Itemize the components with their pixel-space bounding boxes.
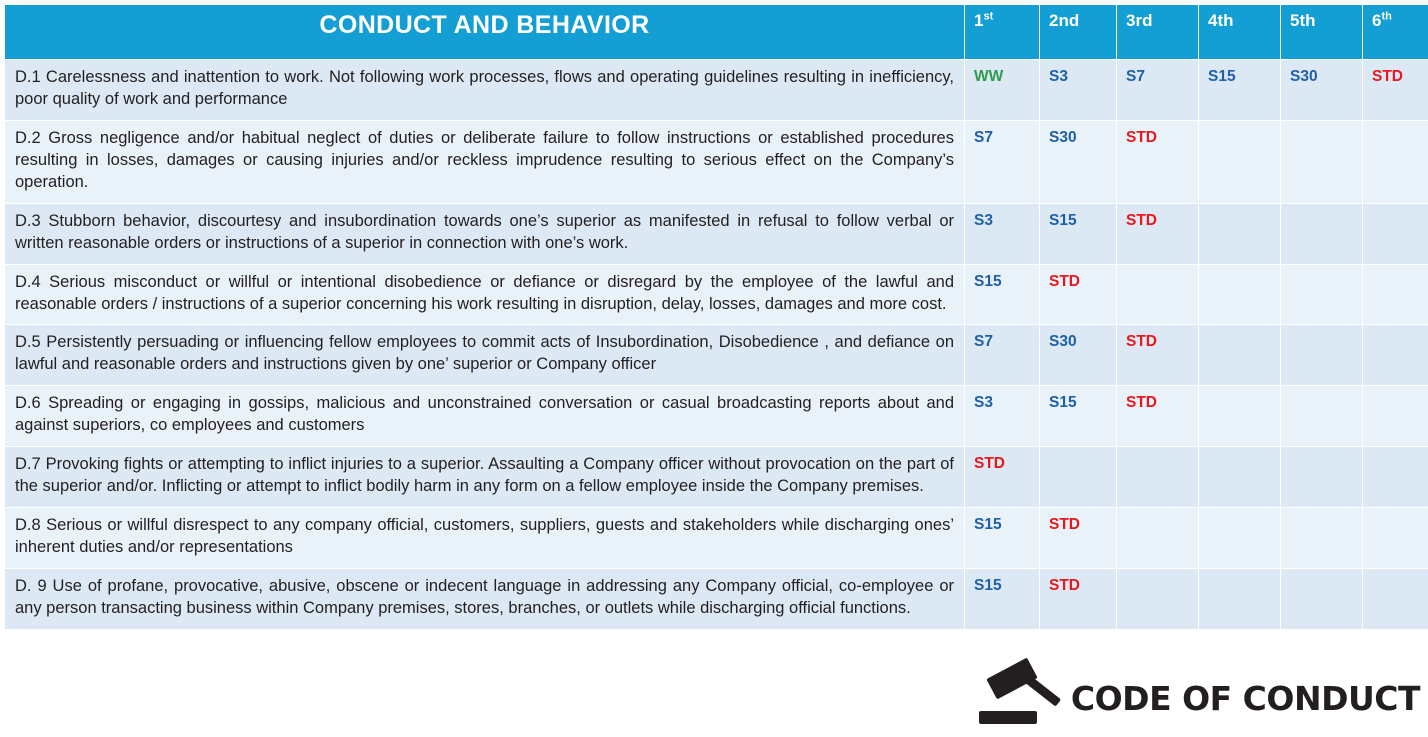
penalty-value: STD xyxy=(1126,128,1157,146)
row-penalty-6th xyxy=(1363,203,1428,264)
row-penalty-4th xyxy=(1199,568,1281,629)
penalty-value: S7 xyxy=(974,333,993,351)
penalty-value: S30 xyxy=(1290,68,1318,85)
penalty-value: S15 xyxy=(1049,394,1077,412)
penalty-value: S3 xyxy=(974,211,993,229)
row-penalty-2nd xyxy=(1040,508,1117,569)
row-description: D.8 Serious or willful disrespect to any company official, customers, suppliers, guests and stakeholders while discharging ones’ inherent duties and/or representations xyxy=(5,508,965,569)
column-header-1st xyxy=(965,5,1040,60)
row-penalty-5th xyxy=(1281,264,1363,325)
table-row xyxy=(5,264,1428,325)
row-penalty-4th xyxy=(1199,60,1281,121)
row-description: D.5 Persistently persuading or influencing fellow employees to commit acts of Insubordination, Disobedience , and defiance on lawful and reasonable orders and instructions given by one’ superior or Company officer xyxy=(5,325,965,386)
table-row xyxy=(5,508,1428,569)
penalty-value: S15 xyxy=(1208,68,1236,85)
penalty-value: S15 xyxy=(1049,211,1077,229)
penalty-value: STD xyxy=(1126,333,1157,351)
row-penalty-2nd xyxy=(1040,447,1117,508)
gavel-handle xyxy=(1021,672,1061,706)
column-header-5th-label: 5th xyxy=(1290,11,1316,30)
row-penalty-3rd xyxy=(1117,386,1199,447)
row-penalty-1st xyxy=(965,325,1040,386)
row-penalty-3rd xyxy=(1117,568,1199,629)
row-description: D.3 Stubborn behavior, discourtesy and insubordination towards one’s superior as manifested in refusal to follow verbal or written reasonable orders or instructions of a superior in connection with one’s work. xyxy=(5,203,965,264)
row-penalty-2nd xyxy=(1040,568,1117,629)
row-penalty-4th xyxy=(1199,264,1281,325)
penalty-value: STD xyxy=(1049,516,1080,534)
penalty-value: S7 xyxy=(1126,68,1145,85)
row-penalty-6th xyxy=(1363,325,1428,386)
row-penalty-5th xyxy=(1281,508,1363,569)
row-penalty-4th xyxy=(1199,508,1281,569)
penalty-value: S30 xyxy=(1049,128,1077,146)
column-header-1st-label: 1 xyxy=(974,11,984,30)
row-penalty-1st xyxy=(965,386,1040,447)
penalty-value: STD xyxy=(1126,394,1157,412)
gavel-icon xyxy=(975,663,1061,733)
penalty-value: STD xyxy=(1049,272,1080,290)
footer-branding xyxy=(975,663,1420,733)
row-description: D.4 Serious misconduct or willful or intentional disobedience or defiance or disregard by the employee of the lawful and reasonable orders / instructions of a superior concerning his work resulting in disruption, delay, losses, damages and more cost. xyxy=(5,264,965,325)
row-penalty-6th xyxy=(1363,386,1428,447)
penalty-value: S3 xyxy=(974,394,993,412)
row-description: D.1 Carelessness and inattention to work. Not following work processes, flows and operating guidelines resulting in inefficiency, poor quality of work and performance xyxy=(5,60,965,121)
table-body xyxy=(5,60,1428,630)
row-penalty-4th xyxy=(1199,325,1281,386)
row-penalty-6th xyxy=(1363,508,1428,569)
gavel-block xyxy=(979,711,1037,724)
row-penalty-6th xyxy=(1363,264,1428,325)
row-penalty-2nd xyxy=(1040,60,1117,121)
row-penalty-5th xyxy=(1281,447,1363,508)
row-penalty-2nd xyxy=(1040,203,1117,264)
table-row xyxy=(5,568,1428,629)
row-penalty-6th xyxy=(1363,447,1428,508)
row-penalty-5th xyxy=(1281,325,1363,386)
row-description: D.2 Gross negligence and/or habitual neglect of duties or deliberate failure to follow instructions or established procedures resulting in losses, damages or causing injuries and/or reckless imprudence resulting to serious effect on the Company’s operation. xyxy=(5,120,965,203)
table-row xyxy=(5,60,1428,121)
row-penalty-6th xyxy=(1363,60,1428,121)
row-penalty-1st xyxy=(965,508,1040,569)
row-penalty-3rd xyxy=(1117,120,1199,203)
table-title: CONDUCT AND BEHAVIOR xyxy=(5,5,965,60)
column-header-1st-sup: st xyxy=(983,10,994,23)
penalty-value: WW xyxy=(974,68,1004,85)
column-header-4th xyxy=(1199,5,1281,60)
row-penalty-1st xyxy=(965,60,1040,121)
penalty-value: S15 xyxy=(974,516,1002,534)
row-description: D.6 Spreading or engaging in gossips, malicious and unconstrained conversation or casual broadcasting reports about and against superiors, co employees and customers xyxy=(5,386,965,447)
penalty-value: STD xyxy=(1372,68,1403,85)
penalty-value: STD xyxy=(1049,576,1080,594)
table-row xyxy=(5,325,1428,386)
penalty-value: STD xyxy=(1126,211,1157,229)
table-row xyxy=(5,386,1428,447)
penalty-value: S7 xyxy=(974,128,993,146)
row-penalty-5th xyxy=(1281,60,1363,121)
column-header-6th xyxy=(1363,5,1428,60)
row-penalty-2nd xyxy=(1040,325,1117,386)
row-penalty-1st xyxy=(965,447,1040,508)
conduct-and-behavior-table xyxy=(4,4,1428,630)
column-header-6th-label: 6 xyxy=(1372,11,1382,30)
table-row xyxy=(5,120,1428,203)
penalty-value: S30 xyxy=(1049,333,1077,351)
row-penalty-4th xyxy=(1199,120,1281,203)
row-penalty-5th xyxy=(1281,568,1363,629)
row-penalty-4th xyxy=(1199,447,1281,508)
column-header-3rd xyxy=(1117,5,1199,60)
column-header-4th-label: 4th xyxy=(1208,11,1234,30)
row-penalty-5th xyxy=(1281,203,1363,264)
row-penalty-1st xyxy=(965,264,1040,325)
row-description: D. 9 Use of profane, provocative, abusive, obscene or indecent language in addressing any Company official, co-employee or any person transacting business within Company premises, stores, branches, or outlets while discharging official functions. xyxy=(5,568,965,629)
row-penalty-3rd xyxy=(1117,60,1199,121)
penalty-value: S15 xyxy=(974,576,1002,594)
row-penalty-3rd xyxy=(1117,325,1199,386)
table-row xyxy=(5,203,1428,264)
row-penalty-4th xyxy=(1199,386,1281,447)
column-header-5th xyxy=(1281,5,1363,60)
table-header xyxy=(5,5,1428,60)
row-penalty-1st xyxy=(965,120,1040,203)
table-row xyxy=(5,447,1428,508)
row-penalty-4th xyxy=(1199,203,1281,264)
row-penalty-6th xyxy=(1363,568,1428,629)
row-penalty-6th xyxy=(1363,120,1428,203)
penalty-value: S3 xyxy=(1049,68,1068,85)
brand-label: CODE OF CONDUCT xyxy=(1070,678,1420,718)
row-penalty-2nd xyxy=(1040,264,1117,325)
column-header-2nd-label: 2nd xyxy=(1049,11,1080,30)
column-header-3rd-label: 3rd xyxy=(1126,11,1153,30)
row-penalty-2nd xyxy=(1040,386,1117,447)
row-penalty-1st xyxy=(965,568,1040,629)
row-penalty-5th xyxy=(1281,386,1363,447)
penalty-value: S15 xyxy=(974,272,1002,290)
row-penalty-2nd xyxy=(1040,120,1117,203)
column-header-2nd xyxy=(1040,5,1117,60)
row-penalty-3rd xyxy=(1117,508,1199,569)
row-penalty-3rd xyxy=(1117,264,1199,325)
row-penalty-3rd xyxy=(1117,203,1199,264)
column-header-6th-sup: th xyxy=(1381,10,1392,23)
row-penalty-1st xyxy=(965,203,1040,264)
row-description: D.7 Provoking fights or attempting to inflict injuries to a superior. Assaulting a Company officer without provocation on the part of the superior and/or. Inflicting or attempt to inflict bodily harm in any form on a fellow employee inside the Company premises. xyxy=(5,447,965,508)
penalty-value: STD xyxy=(974,455,1005,473)
row-penalty-5th xyxy=(1281,120,1363,203)
row-penalty-3rd xyxy=(1117,447,1199,508)
